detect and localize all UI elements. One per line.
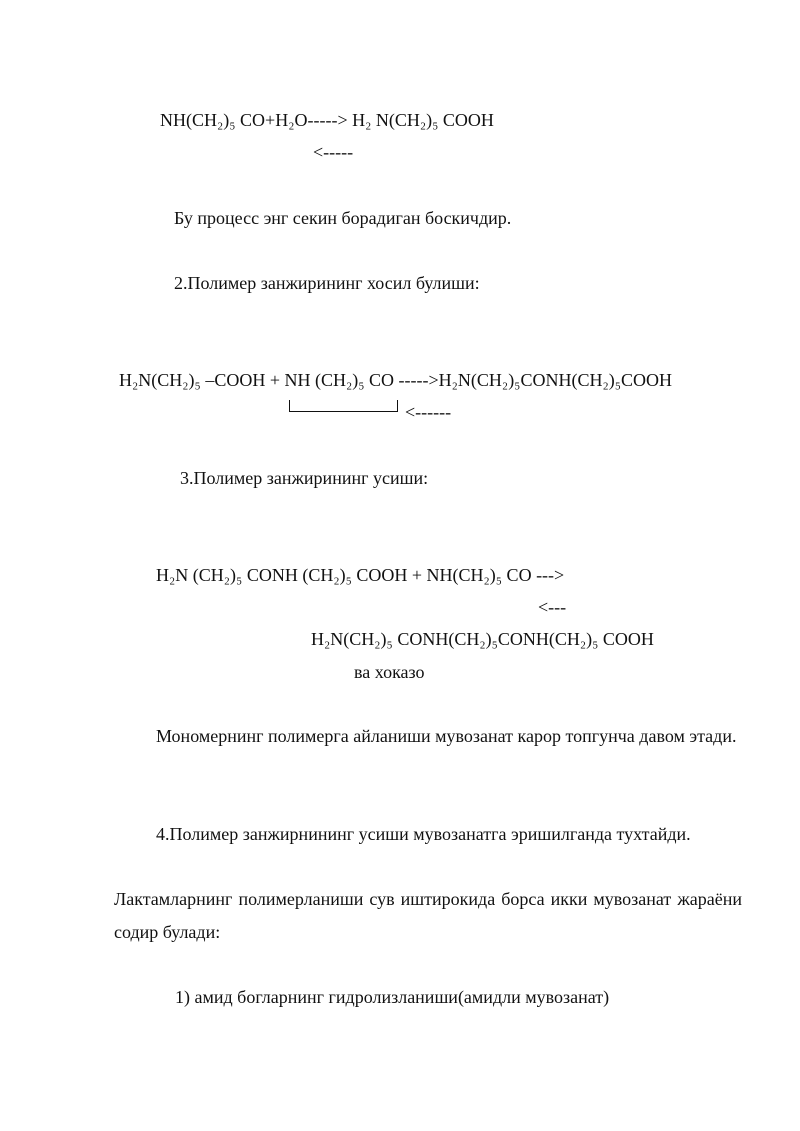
reaction-1-reverse-arrow: <----- — [313, 142, 354, 162]
reaction-1-equation: NH(CH₂)₅ CO+H₂O-----> H₂ N(CH₂)₅ COOH — [160, 110, 494, 130]
step-3-heading: 3.Полимер занжирининг усиши: — [180, 468, 429, 488]
reaction-3-reverse-arrow: <--- — [538, 597, 567, 617]
reaction-2-equation: H₂N(CH₂)₅ –COOH + NH (CH₂)₅ CO ----->H₂N(CH₂)₅CONH(CH₂)₅COOH — [119, 370, 673, 390]
slowest-step-sentence: Бу процесс энг секин борадиган боскичдир. — [174, 208, 512, 228]
list-item-1: 1) амид богларнинг гидролизланиши(амидли мувозанат) — [175, 987, 610, 1007]
reaction-3-product: H₂N(CH₂)₅ CONH(CH₂)₅CONH(CH₂)₅ COOH — [311, 629, 654, 649]
lactam-paragraph: Лактамларнинг полимерланиши сув иштирокида борса икки мувозанат жараёни содир булади: — [114, 889, 742, 942]
step-4-heading: 4.Полимер занжирнининг усиши мувозанатга эришилганда тухтайди. — [156, 824, 691, 844]
reaction-2-bracket — [289, 400, 398, 412]
reaction-2-reverse-arrow: <------ — [405, 402, 452, 422]
reaction-3-etc: ва хоказо — [354, 662, 425, 682]
equilibrium-paragraph — [114, 720, 742, 753]
reaction-3-equation: H₂N (CH₂)₅ CONH (CH₂)₅ COOH + NH(CH₂)₅ CO ---> — [156, 565, 565, 585]
equilibrium-paragraph-text: Мономернинг полимерга айланиши мувозанат карор топгунча давом этади. — [156, 726, 737, 746]
step-2-heading: 2.Полимер занжирининг хосил булиши: — [174, 273, 480, 293]
